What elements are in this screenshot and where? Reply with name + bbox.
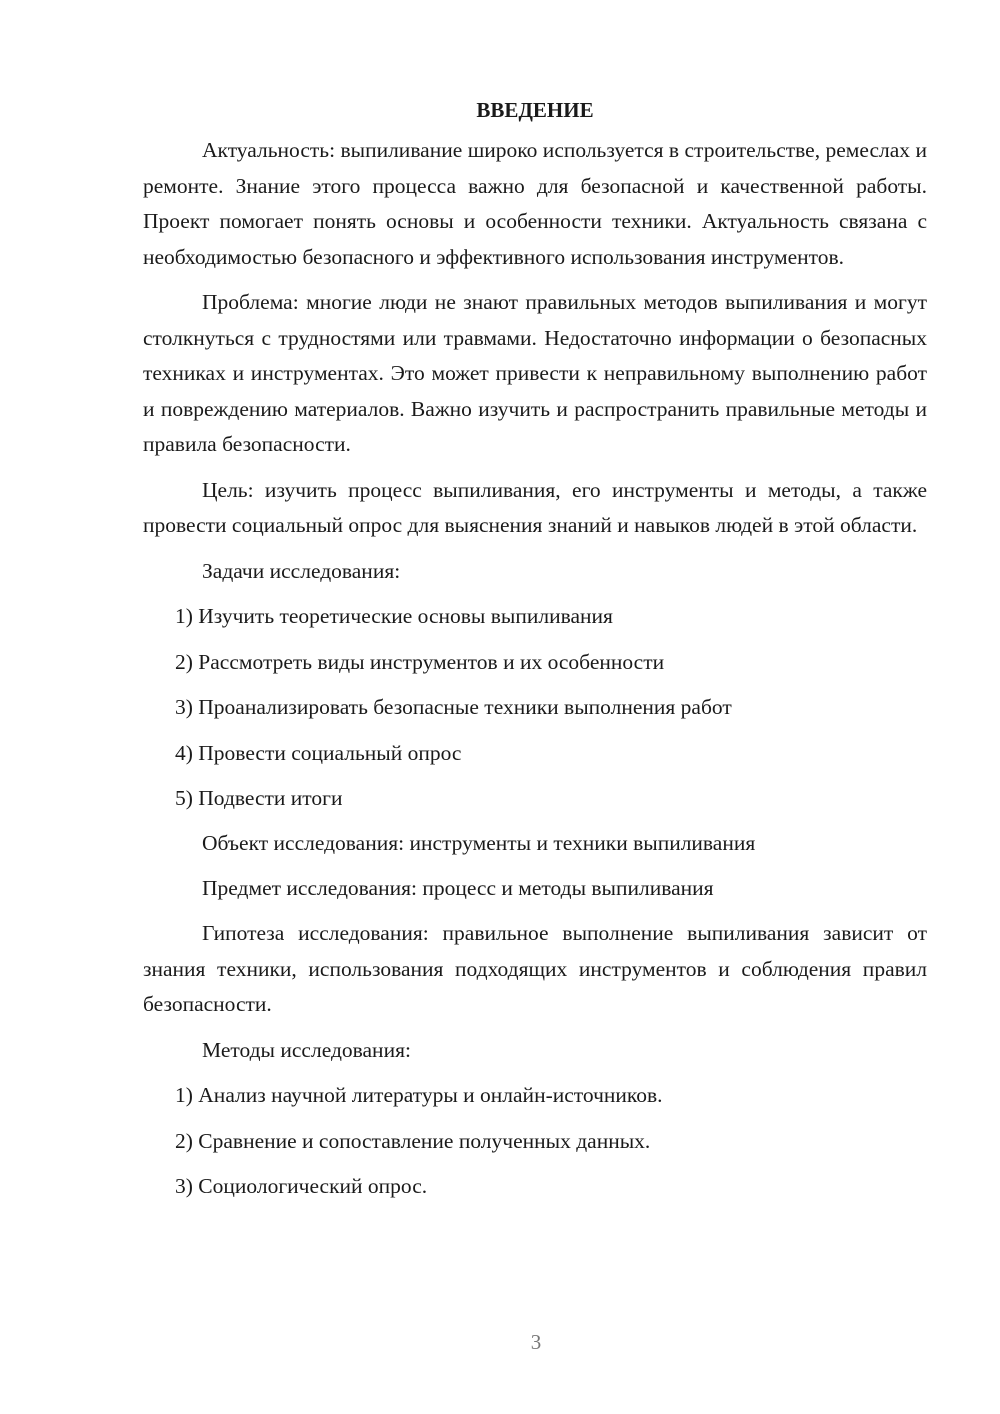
page-number: 3 <box>530 1330 542 1354</box>
task-item: 5) Подвести итоги <box>175 786 343 810</box>
method-item: 2) Сравнение и сопоставление полученных данных. <box>175 1128 651 1153</box>
method-item: 3) Социологический опрос. <box>175 1174 428 1198</box>
page-title: ВВЕДЕНИЕ <box>476 98 594 122</box>
task-item: 4) Провести социальный опрос <box>175 740 462 765</box>
relevance-paragraph: Актуальность: выпиливание широко используется в строительстве, ремеслах и ремонте. Знание этого процесса важно для безопасной и качественной работы. Проект помогает понять основы и особенности техники. Актуальность связана с необходимостью безопасного и эффективного использования инструментов. <box>143 138 927 269</box>
methods-heading: Методы исследования: <box>202 1037 411 1062</box>
hypothesis-paragraph: Гипотеза исследования: правильное выполнение выпиливания зависит от знания техники, использования подходящих инструментов и соблюдения правил безопасности. <box>143 921 927 1016</box>
task-item: 1) Изучить теоретические основы выпиливания <box>175 604 613 628</box>
tasks-heading: Задачи исследования: <box>202 558 401 583</box>
task-item: 2) Рассмотреть виды инструментов и их особенности <box>175 649 665 674</box>
research-object: Объект исследования: инструменты и техники выпиливания <box>202 831 756 855</box>
research-subject: Предмет исследования: процесс и методы выпиливания <box>202 876 714 900</box>
task-item: 3) Проанализировать безопасные техники выполнения работ <box>175 695 732 719</box>
goal-paragraph: Цель: изучить процесс выпиливания, его инструменты и методы, а также провести социальный опрос для выяснения знаний и навыков людей в этой области. <box>143 477 927 537</box>
page-content <box>143 93 927 1204</box>
problem-paragraph: Проблема: многие люди не знают правильных методов выпиливания и могут столкнуться с трудностями или травмами. Недостаточно информации о безопасных техниках и инструментах. Это может привести к неправильному выполнению работ и повреждению материалов. Важно изучить и распространить правильные методы и правила безопасности. <box>143 290 927 456</box>
method-item: 1) Анализ научной литературы и онлайн-источников. <box>175 1083 663 1107</box>
